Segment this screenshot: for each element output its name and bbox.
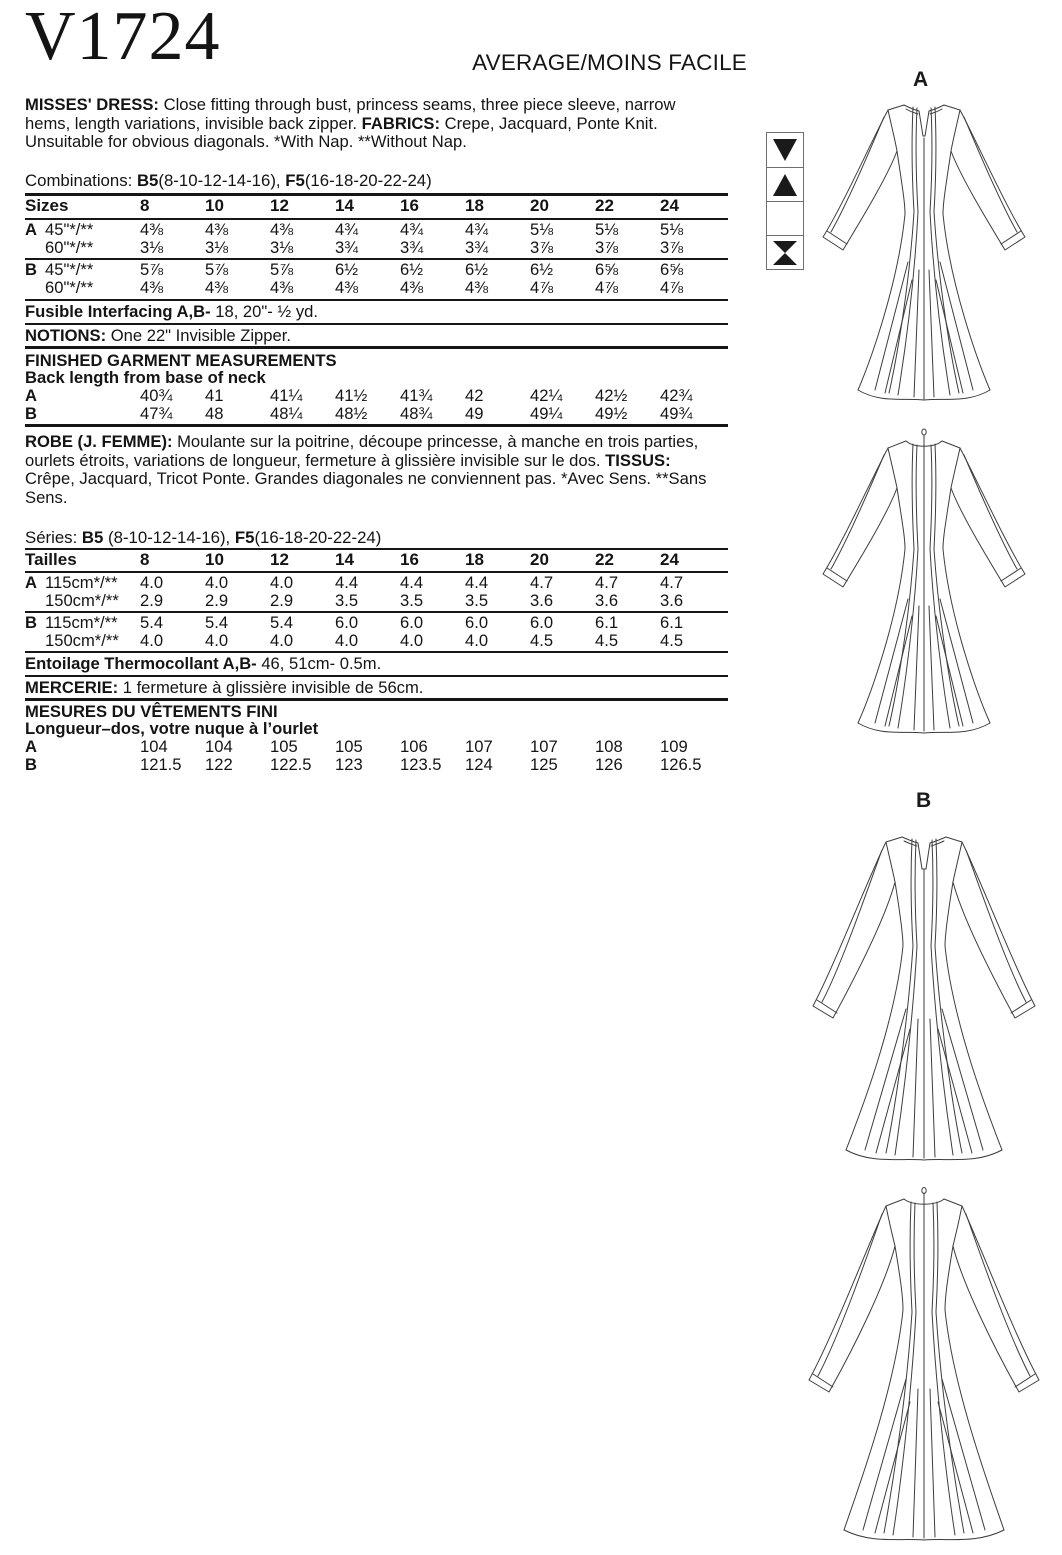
table-cell: 4¾ (400, 220, 424, 239)
french-description (25, 433, 722, 507)
table-row (25, 614, 728, 632)
rule (25, 424, 728, 427)
tailles-header-label: Tailles (25, 550, 77, 569)
entoilage-lead: Entoilage Thermocollant A,B- (25, 654, 257, 673)
table-cell: 42¾ (660, 386, 693, 405)
table-cell: 2.9 (270, 591, 294, 610)
row-label: 150cm*/** (45, 591, 119, 610)
table-cell: 4.0 (205, 631, 229, 650)
table-cell: 104 (140, 737, 168, 756)
rule (25, 698, 728, 701)
table-cell: 4.7 (595, 573, 619, 592)
table-cell: 4⅞ (595, 278, 619, 297)
view-b-front-drawing (810, 824, 1038, 1169)
table-cell: 4.7 (530, 573, 554, 592)
table-cell: 41 (205, 386, 224, 405)
table-cell: 48¼ (270, 404, 303, 423)
mercerie-text: 1 fermeture à glissière invisible de 56cm. (118, 678, 424, 697)
table-cell: 24 (660, 550, 679, 569)
spacer (45, 387, 140, 405)
table-cell: 4⅜ (140, 220, 164, 239)
table-cell: 4.0 (400, 631, 424, 650)
row-label: 60"*/** (45, 278, 94, 297)
table-cell: 124 (465, 755, 493, 774)
table-cell: 20 (530, 196, 549, 215)
table-cell: 49 (465, 404, 484, 423)
table-cell: 5⅛ (595, 220, 619, 239)
rule (25, 218, 728, 220)
table-row (25, 738, 728, 756)
table-cell: 14 (335, 196, 354, 215)
notions-lead: NOTIONS: (25, 326, 107, 345)
row-label: 60"*/** (45, 238, 94, 257)
table-cell: 3.6 (660, 591, 684, 610)
table-cell: 3.5 (400, 591, 424, 610)
tissus-lead: TISSUS: (605, 450, 671, 470)
table-cell: 40¾ (140, 386, 173, 405)
table-row (25, 574, 728, 592)
table-cell: 126 (595, 755, 623, 774)
table-cell: 4⅜ (270, 220, 294, 239)
table-cell: 123.5 (400, 755, 442, 774)
row-group: A (25, 737, 37, 756)
rule (25, 571, 728, 573)
table-cell: 6½ (400, 260, 424, 279)
table-cell: 47¾ (140, 404, 173, 423)
table-cell: 6.1 (595, 613, 619, 632)
notions-line (25, 327, 291, 345)
row-label: 115cm*/** (45, 573, 118, 592)
table-cell: 22 (595, 550, 614, 569)
table-cell: 24 (660, 196, 679, 215)
table-cell: 4.0 (270, 573, 294, 592)
table-cell: 48 (205, 404, 224, 423)
table-cell: 3.5 (335, 591, 359, 610)
row-group (25, 592, 45, 610)
rule (25, 651, 728, 653)
table-cell: 4.5 (660, 631, 684, 650)
spacer (45, 405, 140, 423)
table-cell: 22 (595, 196, 614, 215)
row-group: B (25, 404, 37, 423)
table-cell: 18 (465, 196, 484, 215)
table-cell: 105 (270, 737, 298, 756)
table-cell: 3⅛ (270, 238, 294, 257)
table-cell: 41¾ (400, 386, 433, 405)
table-cell: 105 (335, 737, 363, 756)
description-lead: MISSES' DRESS: (25, 95, 159, 114)
table-row (25, 756, 728, 774)
finished-measurements-title: FINISHED GARMENT MEASUREMENTS (25, 351, 337, 370)
table-cell: 16 (400, 550, 419, 569)
table-cell: 49½ (595, 404, 628, 423)
table-cell: 6⅝ (595, 260, 619, 279)
table-cell: 49¾ (660, 404, 693, 423)
fabrics-lead: FABRICS: (361, 113, 441, 133)
table-cell: 3.6 (530, 591, 554, 610)
rule (25, 258, 728, 260)
difficulty-rating: AVERAGE/MOINS FACILE (472, 50, 747, 75)
table-cell: 108 (595, 737, 623, 756)
row-group: B (25, 613, 37, 632)
mercerie-lead: MERCERIE: (25, 678, 119, 697)
rule (25, 346, 728, 349)
table-cell: 122.5 (270, 755, 312, 774)
table-cell: 4.0 (205, 573, 229, 592)
table-cell: 2.9 (205, 591, 229, 610)
row-group (25, 239, 45, 257)
table-cell: 4⅜ (205, 220, 229, 239)
table-cell: 4.5 (595, 631, 619, 650)
table-cell: 4.0 (140, 573, 164, 592)
notions-text: One 22" Invisible Zipper. (106, 326, 291, 345)
without-nap-symbol (767, 167, 803, 201)
table-cell: 4⅜ (270, 278, 294, 297)
row-label: 115cm*/** (45, 613, 118, 632)
table-cell: 5.4 (205, 613, 229, 632)
black-triangle-down-icon (771, 137, 799, 163)
table-cell: 6.1 (660, 613, 684, 632)
table-cell: 3⅛ (205, 238, 229, 257)
table-cell: 3.5 (465, 591, 489, 610)
table-cell: 41½ (335, 386, 368, 405)
row-group: A (25, 386, 37, 405)
table-cell: 48¾ (400, 404, 433, 423)
view-a-front-drawing (818, 90, 1030, 410)
table-cell: 107 (530, 737, 558, 756)
table-cell: 4.0 (140, 631, 164, 650)
table-cell: 6⅝ (660, 260, 684, 279)
table-cell: 3⅞ (660, 238, 684, 257)
table-cell: 4⅜ (335, 278, 359, 297)
table-cell: 3⅞ (530, 238, 554, 257)
table-cell: 104 (205, 737, 233, 756)
hourglass-symbol (767, 235, 803, 269)
row-label: 45"*/** (45, 220, 94, 239)
mesures-title: MESURES DU VÊTEMENTS FINI (25, 702, 278, 721)
row-group: B (25, 755, 37, 774)
table-cell: 6.0 (335, 613, 359, 632)
table-cell: 4⅜ (140, 278, 164, 297)
table-cell: 4.4 (400, 573, 424, 592)
rule (25, 675, 728, 677)
table-cell: 4.0 (465, 631, 489, 650)
row-group: B (25, 260, 37, 279)
table-cell: 4¾ (335, 220, 359, 239)
table-cell: 10 (205, 550, 224, 569)
table-row (25, 405, 728, 423)
table-row (25, 239, 728, 257)
row-group: A (25, 573, 37, 592)
rule (25, 299, 728, 301)
table-cell: 10 (205, 196, 224, 215)
table-cell: 3¾ (465, 238, 489, 257)
table-cell: 4.0 (335, 631, 359, 650)
combo-b5: B5 (136, 171, 159, 190)
series-b5: B5 (81, 528, 104, 547)
table-cell: 126.5 (660, 755, 702, 774)
row-group (25, 632, 45, 650)
french-description-text: Moulante sur la poitrine, découpe princesse, à manche en trois parties, ourlets étroits, variations de longueur, fermeture à glissière invisible sur le dos. (25, 432, 699, 470)
spacer (45, 756, 140, 774)
table-cell: 4⅞ (530, 278, 554, 297)
combo-f5-sizes: (16-18-20-22-24) (304, 171, 432, 190)
table-cell: 42¼ (530, 386, 563, 405)
table-cell: 4.0 (270, 631, 294, 650)
blank-symbol (767, 201, 803, 235)
entoilage-text: 46, 51cm- 0.5m. (256, 654, 382, 673)
table-cell: 5.4 (140, 613, 164, 632)
table-cell: 6.0 (465, 613, 489, 632)
finished-measurements-subtitle: Back length from base of neck (25, 368, 266, 387)
table-cell: 107 (465, 737, 493, 756)
table-cell: 48½ (335, 404, 368, 423)
entoilage-line (25, 655, 381, 673)
tissus-text: Crêpe, Jacquard, Tricot Ponte. Grandes diagonales ne conviennent pas. *Avec Sens. **Sans Sens. (25, 469, 707, 507)
table-cell: 3¾ (335, 238, 359, 257)
table-cell: 5⅞ (270, 260, 294, 279)
mercerie-line (25, 679, 423, 697)
table-cell: 42½ (595, 386, 628, 405)
table-cell: 121.5 (140, 755, 182, 774)
table-cell: 4.4 (465, 573, 489, 592)
table-cell: 12 (270, 550, 289, 569)
spacer (45, 738, 140, 756)
sizes-header-row (25, 197, 728, 215)
table-row (25, 279, 728, 297)
with-nap-symbol (767, 133, 803, 167)
row-label: 150cm*/** (45, 631, 119, 650)
description-text: Close fitting through bust, princess seams, three piece sleeve, narrow hems, length variations, invisible back zipper. (25, 95, 676, 133)
series-b5-sizes: (8-10-12-14-16), (103, 528, 235, 547)
table-cell: 4⅞ (660, 278, 684, 297)
combinations-label: Combinations: (25, 171, 137, 190)
table-cell: 5⅛ (660, 220, 684, 239)
table-cell: 12 (270, 196, 289, 215)
table-cell: 5⅞ (205, 260, 229, 279)
series-f5-sizes: (16-18-20-22-24) (254, 528, 382, 547)
table-cell: 4¾ (465, 220, 489, 239)
table-cell: 6.0 (530, 613, 554, 632)
series-line (25, 528, 381, 548)
french-description-lead: ROBE (J. FEMME): (25, 432, 173, 451)
table-cell: 6½ (465, 260, 489, 279)
table-cell: 106 (400, 737, 428, 756)
table-cell: 4.7 (660, 573, 684, 592)
combo-b5-sizes: (8-10-12-14-16), (158, 171, 286, 190)
table-cell: 6.0 (400, 613, 424, 632)
table-row (25, 261, 728, 279)
table-cell: 4⅜ (205, 278, 229, 297)
view-b-back-drawing (806, 1184, 1042, 1550)
black-hourglass-icon (771, 239, 799, 267)
row-group (25, 279, 45, 297)
cutting-layout-symbols (766, 132, 804, 270)
table-cell: 5⅛ (530, 220, 554, 239)
table-cell: 109 (660, 737, 688, 756)
table-cell: 4⅜ (400, 278, 424, 297)
rule (25, 323, 728, 325)
series-label: Séries: (25, 528, 82, 547)
table-row (25, 387, 728, 405)
table-cell: 6½ (530, 260, 554, 279)
table-cell: 3¾ (400, 238, 424, 257)
table-cell: 3⅛ (140, 238, 164, 257)
view-a-back-drawing (818, 424, 1030, 742)
tailles-header-row (25, 551, 728, 569)
table-cell: 20 (530, 550, 549, 569)
interfacing-text: 18, 20"- ½ yd. (210, 302, 318, 321)
text-column (25, 0, 747, 1555)
table-cell: 123 (335, 755, 363, 774)
combinations-line (25, 171, 432, 191)
table-cell: 16 (400, 196, 419, 215)
interfacing-line (25, 303, 318, 321)
row-label: 45"*/** (45, 260, 94, 279)
table-cell: 3.6 (595, 591, 619, 610)
series-f5: F5 (234, 528, 255, 547)
table-row (25, 221, 728, 239)
table-cell: 4.4 (335, 573, 359, 592)
table-cell: 18 (465, 550, 484, 569)
table-cell: 6½ (335, 260, 359, 279)
table-cell: 41¼ (270, 386, 303, 405)
combo-f5: F5 (285, 171, 305, 190)
table-cell: 3⅞ (595, 238, 619, 257)
mesures-subtitle: Longueur–dos, votre nuque à l’ourlet (25, 719, 319, 738)
view-a-label: A (913, 68, 929, 91)
rule (25, 548, 728, 550)
interfacing-lead: Fusible Interfacing A,B- (25, 302, 211, 321)
english-description (25, 96, 722, 152)
table-row (25, 592, 728, 610)
table-cell: 4⅜ (465, 278, 489, 297)
table-cell: 5.4 (270, 613, 294, 632)
table-cell: 8 (140, 550, 150, 569)
black-triangle-up-icon (771, 172, 799, 198)
table-cell: 8 (140, 196, 150, 215)
view-b-label: B (916, 789, 932, 812)
rule (25, 193, 728, 196)
pattern-number: V1724 (25, 0, 221, 75)
table-cell: 122 (205, 755, 233, 774)
sizes-header-label: Sizes (25, 196, 69, 215)
fabrics-text: Crepe, Jacquard, Ponte Knit. Unsuitable for obvious diagonals. *With Nap. **Without Nap. (25, 113, 658, 152)
table-cell: 5⅞ (140, 260, 164, 279)
table-cell: 49¼ (530, 404, 563, 423)
rule (25, 611, 728, 613)
table-cell: 125 (530, 755, 558, 774)
row-group: A (25, 220, 37, 239)
table-cell: 42 (465, 386, 484, 405)
table-cell: 2.9 (140, 591, 164, 610)
table-cell: 14 (335, 550, 354, 569)
table-cell: 4.5 (530, 631, 554, 650)
table-row (25, 632, 728, 650)
